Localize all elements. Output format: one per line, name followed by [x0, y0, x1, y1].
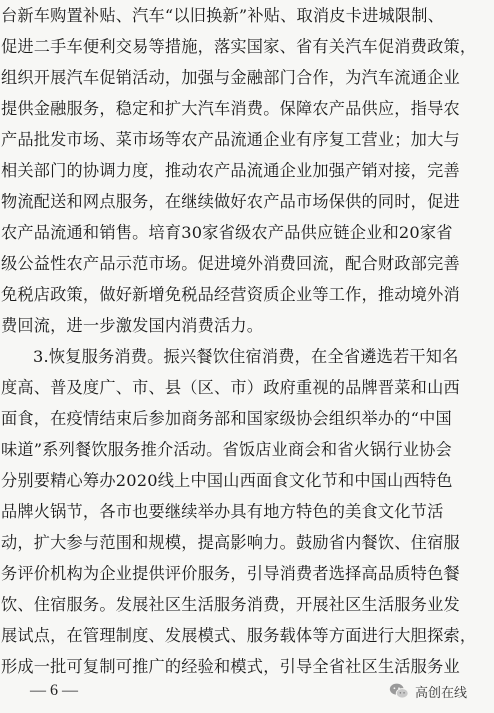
- text-line: 提供金融服务，稳定和扩大汽车消费。保障农产品供应，指导农: [1, 99, 460, 118]
- page-number: — 6 —: [30, 682, 78, 699]
- text-line: 相关部门的协调力度，推动农产品流通企业加强产销对接，完善: [1, 161, 460, 180]
- watermark-text: 高创在线: [415, 685, 468, 701]
- paragraph-start-line: 3.恢复服务消费。振兴餐饮住宿消费，在全省遴选若干知名: [33, 347, 459, 366]
- page-footer: [0, 676, 494, 713]
- watermark: [388, 680, 467, 702]
- wechat-icon: [388, 680, 410, 702]
- text-line: 面食，在疫情结束后参加商务部和国家级协会组织举办的“中国: [1, 409, 452, 428]
- text-line: 分别要精心筹办2020线上中国山西面食文化节和中国山西特色: [1, 471, 453, 490]
- text-line: 级公益性农产品示范市场。促进境外消费回流，配合财政部完善: [1, 254, 460, 273]
- text-line: 产品批发市场、菜市场等农产品流通企业有序复工营业；加大与: [1, 130, 460, 149]
- text-line: 务评价机构为企业提供评价服务，引导消费者选择高品质特色餐: [1, 564, 460, 583]
- text-line: 农产品流通和销售。培育30家省级农产品供应链企业和20家省: [1, 223, 453, 242]
- text-line: 味道”系列餐饮服务推介活动。省饭店业商会和省火锅行业协会: [1, 440, 452, 459]
- text-line: 促进二手车便利交易等措施，落实国家、省有关汽车促消费政策，: [1, 37, 477, 56]
- text-line: 组织开展汽车促销活动，加强与金融部门合作，为汽车流通企业: [1, 68, 460, 87]
- text-line: 形成一批可复制可推广的经验和模式，引导全省社区生活服务业: [1, 657, 460, 676]
- text-line: 免税店政策，做好新增免税品经营资质企业等工作，推动境外消: [1, 285, 460, 304]
- text-line: 物流配送和网点服务，在继续做好农产品市场保供的同时，促进: [1, 192, 460, 211]
- text-line: 饮、住宿服务。发展社区生活服务消费，开展社区生活服务业发: [1, 595, 460, 614]
- text-line: 动，扩大参与范围和规模，提高影响力。鼓励省内餐饮、住宿服: [1, 533, 460, 552]
- text-line: 台新车购置补贴、汽车“以旧换新”补贴、取消皮卡进城限制、: [1, 6, 445, 25]
- text-line: 展试点，在管理制度、发展模式、服务载体等方面进行大胆探索，: [1, 626, 477, 645]
- text-line: 品牌火锅节，各市也要继续举办具有地方特色的美食文化节活: [1, 502, 444, 521]
- text-line: 度高、普及度广、市、县（区、市）政府重视的品牌晋菜和山西: [1, 378, 460, 397]
- text-line: 费回流，进一步激发国内消费活力。: [1, 316, 264, 335]
